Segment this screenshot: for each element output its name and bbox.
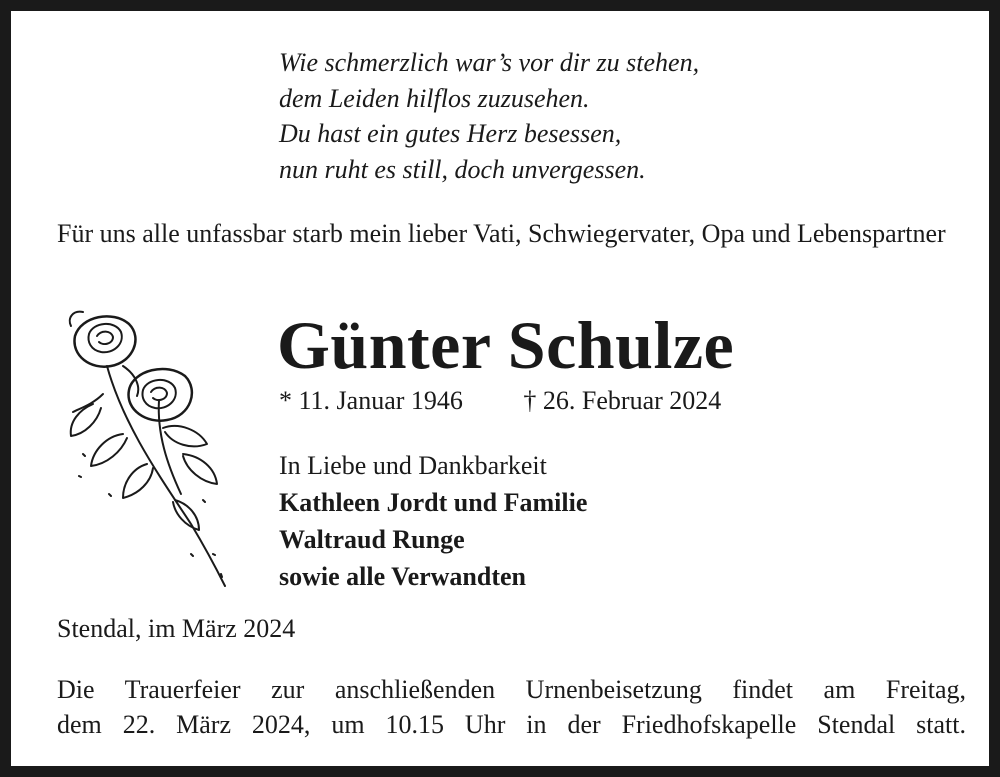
poem-line: dem Leiden hilflos zuzusehen. [279, 83, 590, 113]
life-dates [279, 384, 721, 418]
mourner-name: Kathleen Jordt und Familie [279, 488, 588, 517]
roses-icon [63, 304, 243, 594]
poem-line: Du hast ein gutes Herz besessen, [279, 119, 622, 148]
mourners-intro: In Liebe und Dankbarkeit [279, 451, 547, 480]
poem-line: Wie schmerzlich war’s vor dir zu stehen, [279, 48, 700, 77]
place-date: Stendal, im März 2024 [57, 614, 296, 643]
mourners [279, 447, 587, 595]
birth-date: * 11. Januar 1946 [279, 386, 463, 415]
mourner-name: Waltraud Runge [279, 525, 465, 554]
mourner-name: sowie alle Verwandten [279, 562, 526, 591]
deceased-name: Günter Schulze [277, 307, 735, 383]
poem [279, 45, 699, 187]
poem-line: nun ruht es still, doch unvergessen. [279, 154, 646, 184]
death-date: † 26. Februar 2024 [523, 386, 722, 415]
funeral-info-line: Die Trauerfeier zur anschließenden Urnenbeisetzung findet am Freitag, [57, 675, 966, 704]
intro-text: Für uns alle unfassbar starb mein lieber Vati, Schwiegervater, Opa und Lebenspartner [57, 219, 946, 248]
funeral-info-line: dem 22. März 2024, um 10.15 Uhr in der Friedhofskapelle Stendal statt. [57, 710, 966, 739]
funeral-info [57, 672, 966, 742]
